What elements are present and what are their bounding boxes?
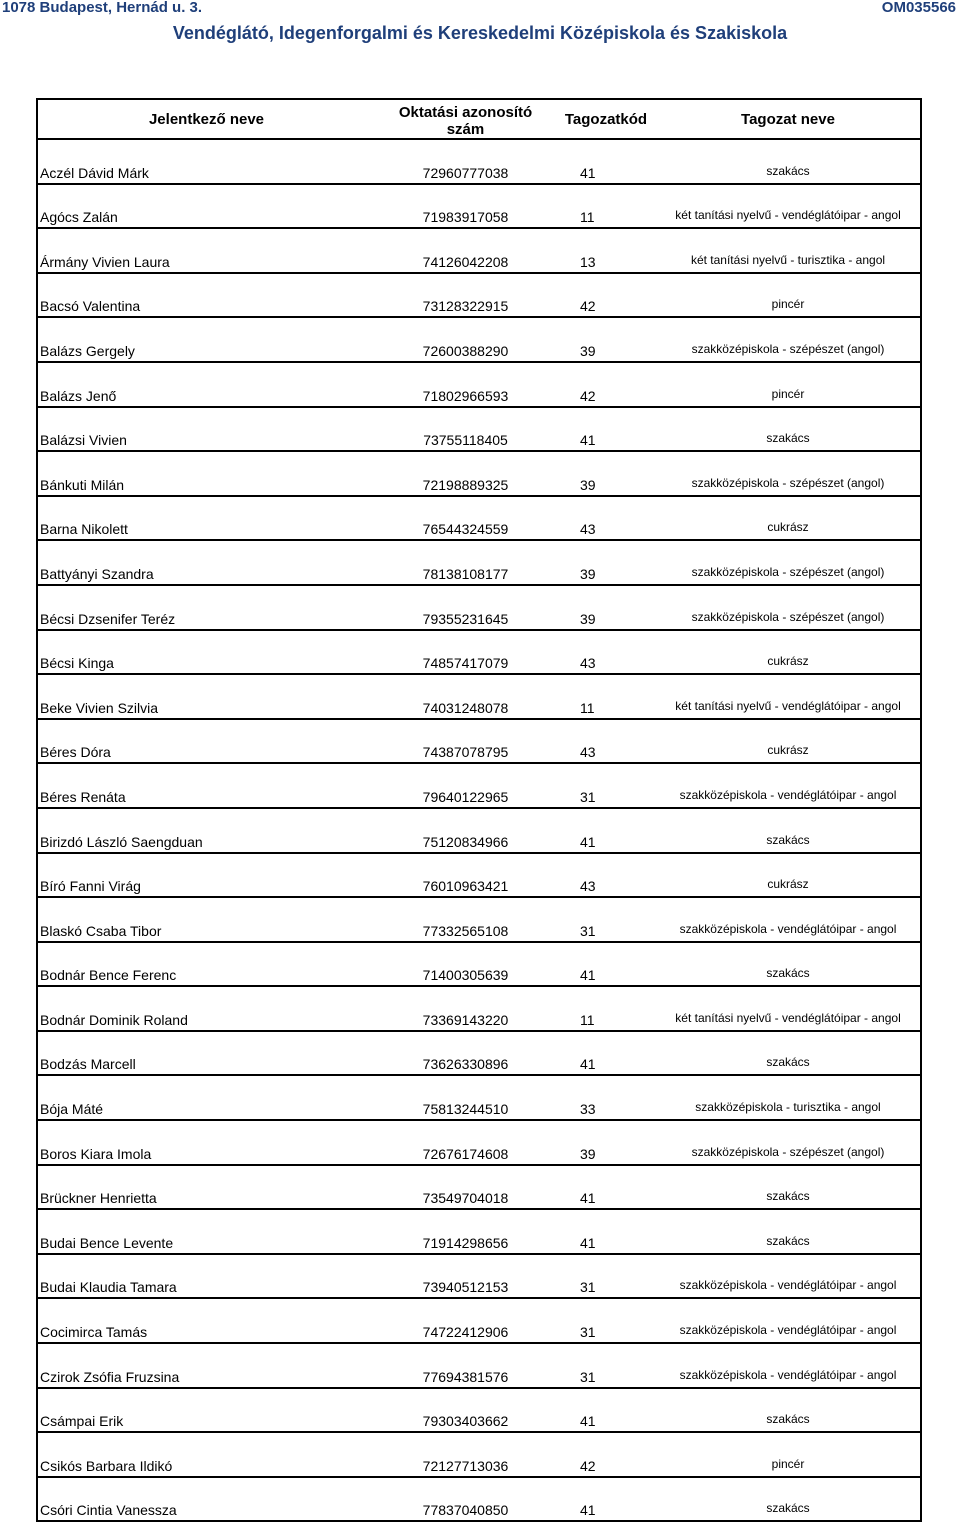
cell-code: 33	[556, 1075, 656, 1120]
om-code: OM035566	[881, 0, 956, 16]
cell-section: szakács	[656, 1209, 921, 1254]
cell-code: 41	[556, 1477, 656, 1522]
table-row	[37, 942, 921, 987]
cell-code: 31	[556, 1254, 656, 1299]
cell-id: 72676174608	[375, 1120, 556, 1165]
cell-name: Budai Bence Levente	[37, 1209, 375, 1254]
cell-id: 74031248078	[375, 674, 556, 719]
cell-section: két tanítási nyelvű - turisztika - angol	[656, 228, 921, 273]
table-row	[37, 1075, 921, 1120]
cell-code: 42	[556, 1432, 656, 1477]
cell-section: szakács	[656, 139, 921, 184]
cell-section: szakközépiskola - szépészet (angol)	[656, 585, 921, 630]
column-header-section: Tagozat neve	[656, 99, 921, 139]
cell-name: Aczél Dávid Márk	[37, 139, 375, 184]
cell-id: 72127713036	[375, 1432, 556, 1477]
cell-section: két tanítási nyelvű - vendéglátóipar - angol	[656, 986, 921, 1031]
cell-code: 41	[556, 1209, 656, 1254]
table-row	[37, 1298, 921, 1343]
cell-id: 75120834966	[375, 808, 556, 853]
cell-id: 72960777038	[375, 139, 556, 184]
cell-code: 41	[556, 1165, 656, 1210]
cell-code: 39	[556, 317, 656, 362]
cell-id: 71914298656	[375, 1209, 556, 1254]
cell-name: Budai Klaudia Tamara	[37, 1254, 375, 1299]
cell-section: szakközépiskola - vendéglátóipar - angol	[656, 897, 921, 942]
cell-id: 74387078795	[375, 719, 556, 764]
table-row	[37, 451, 921, 496]
table-row	[37, 853, 921, 898]
cell-code: 41	[556, 407, 656, 452]
table-row	[37, 407, 921, 452]
cell-section: két tanítási nyelvű - vendéglátóipar - angol	[656, 184, 921, 229]
table-row	[37, 897, 921, 942]
cell-code: 41	[556, 1388, 656, 1433]
table-row	[37, 139, 921, 184]
table-row	[37, 540, 921, 585]
cell-id: 73940512153	[375, 1254, 556, 1299]
table-row	[37, 184, 921, 229]
cell-name: Balázsi Vivien	[37, 407, 375, 452]
cell-name: Birizdó László Saengduan	[37, 808, 375, 853]
table-row	[37, 228, 921, 273]
column-header-id	[375, 99, 556, 139]
cell-code: 11	[556, 674, 656, 719]
cell-id: 73626330896	[375, 1031, 556, 1076]
table-header-row	[37, 99, 921, 139]
cell-id: 73369143220	[375, 986, 556, 1031]
cell-id: 76010963421	[375, 853, 556, 898]
table-row	[37, 362, 921, 407]
cell-code: 43	[556, 719, 656, 764]
cell-name: Bodzás Marcell	[37, 1031, 375, 1076]
cell-name: Bodnár Bence Ferenc	[37, 942, 375, 987]
cell-section: szakács	[656, 1477, 921, 1522]
cell-section: szakközépiskola - vendéglátóipar - angol	[656, 1343, 921, 1388]
cell-code: 11	[556, 184, 656, 229]
table-row	[37, 1209, 921, 1254]
cell-section: szakács	[656, 808, 921, 853]
table-row	[37, 317, 921, 362]
cell-section: szakközépiskola - vendéglátóipar - angol	[656, 763, 921, 808]
cell-section: cukrász	[656, 496, 921, 541]
cell-code: 42	[556, 273, 656, 318]
cell-id: 71400305639	[375, 942, 556, 987]
cell-id: 73128322915	[375, 273, 556, 318]
cell-code: 31	[556, 1343, 656, 1388]
cell-name: Cocimirca Tamás	[37, 1298, 375, 1343]
cell-name: Bója Máté	[37, 1075, 375, 1120]
cell-section: cukrász	[656, 853, 921, 898]
cell-section: pincér	[656, 362, 921, 407]
cell-section: szakközépiskola - vendéglátóipar - angol	[656, 1254, 921, 1299]
cell-code: 39	[556, 451, 656, 496]
cell-section: két tanítási nyelvű - vendéglátóipar - angol	[656, 674, 921, 719]
cell-name: Bodnár Dominik Roland	[37, 986, 375, 1031]
table-row	[37, 1343, 921, 1388]
cell-name: Csámpai Erik	[37, 1388, 375, 1433]
cell-name: Csikós Barbara Ildikó	[37, 1432, 375, 1477]
school-name: Vendéglátó, Idegenforgalmi és Kereskedelmi Középiskola és Szakiskola	[172, 23, 788, 43]
cell-name: Battyányi Szandra	[37, 540, 375, 585]
table-row	[37, 585, 921, 630]
cell-code: 43	[556, 853, 656, 898]
table-row	[37, 1388, 921, 1433]
cell-name: Ármány Vivien Laura	[37, 228, 375, 273]
cell-name: Blaskó Csaba Tibor	[37, 897, 375, 942]
cell-section: szakközépiskola - vendéglátóipar - angol	[656, 1298, 921, 1343]
cell-id: 74126042208	[375, 228, 556, 273]
cell-code: 43	[556, 496, 656, 541]
cell-id: 74857417079	[375, 630, 556, 675]
table-row	[37, 1477, 921, 1522]
cell-code: 39	[556, 540, 656, 585]
cell-code: 31	[556, 897, 656, 942]
cell-name: Béres Renáta	[37, 763, 375, 808]
cell-id: 79355231645	[375, 585, 556, 630]
cell-name: Barna Nikolett	[37, 496, 375, 541]
cell-id: 77837040850	[375, 1477, 556, 1522]
cell-id: 79640122965	[375, 763, 556, 808]
table-row	[37, 630, 921, 675]
school-address: 1078 Budapest, Hernád u. 3.	[2, 0, 203, 16]
cell-section: pincér	[656, 273, 921, 318]
table-row	[37, 1120, 921, 1165]
cell-section: szakközépiskola - turisztika - angol	[656, 1075, 921, 1120]
cell-name: Bacsó Valentina	[37, 273, 375, 318]
cell-section: szakács	[656, 1388, 921, 1433]
cell-section: cukrász	[656, 630, 921, 675]
table-row	[37, 719, 921, 764]
cell-section: szakács	[656, 942, 921, 987]
cell-id: 72198889325	[375, 451, 556, 496]
column-header-code: Tagozatkód	[556, 99, 656, 139]
cell-id: 79303403662	[375, 1388, 556, 1433]
cell-code: 39	[556, 585, 656, 630]
cell-id: 73549704018	[375, 1165, 556, 1210]
table-row	[37, 496, 921, 541]
cell-name: Bánkuti Milán	[37, 451, 375, 496]
cell-name: Beke Vivien Szilvia	[37, 674, 375, 719]
cell-id: 72600388290	[375, 317, 556, 362]
cell-code: 13	[556, 228, 656, 273]
cell-section: szakközépiskola - szépészet (angol)	[656, 1120, 921, 1165]
cell-name: Bécsi Kinga	[37, 630, 375, 675]
cell-code: 41	[556, 808, 656, 853]
cell-code: 41	[556, 139, 656, 184]
cell-section: cukrász	[656, 719, 921, 764]
cell-id: 75813244510	[375, 1075, 556, 1120]
table-row	[37, 1432, 921, 1477]
cell-name: Csóri Cintia Vanessza	[37, 1477, 375, 1522]
cell-name: Czirok Zsófia Fruzsina	[37, 1343, 375, 1388]
cell-code: 43	[556, 630, 656, 675]
table-row	[37, 1165, 921, 1210]
cell-code: 31	[556, 1298, 656, 1343]
table-row	[37, 808, 921, 853]
cell-name: Agócs Zalán	[37, 184, 375, 229]
cell-section: szakács	[656, 407, 921, 452]
cell-section: szakács	[656, 1165, 921, 1210]
cell-id: 71802966593	[375, 362, 556, 407]
cell-section: pincér	[656, 1432, 921, 1477]
column-header-id-line2: szám	[446, 121, 485, 138]
table-row	[37, 1254, 921, 1299]
cell-name: Béres Dóra	[37, 719, 375, 764]
cell-section: szakközépiskola - szépészet (angol)	[656, 451, 921, 496]
table-row	[37, 273, 921, 318]
table-row	[37, 986, 921, 1031]
column-header-id-line1: Oktatási azonosító	[398, 104, 533, 121]
cell-id: 74722412906	[375, 1298, 556, 1343]
cell-id: 78138108177	[375, 540, 556, 585]
cell-name: Bíró Fanni Virág	[37, 853, 375, 898]
cell-id: 73755118405	[375, 407, 556, 452]
cell-section: szakács	[656, 1031, 921, 1076]
cell-section: szakközépiskola - szépészet (angol)	[656, 317, 921, 362]
cell-id: 71983917058	[375, 184, 556, 229]
table-row	[37, 674, 921, 719]
cell-name: Bécsi Dzsenifer Teréz	[37, 585, 375, 630]
cell-name: Balázs Jenő	[37, 362, 375, 407]
cell-name: Brückner Henrietta	[37, 1165, 375, 1210]
cell-id: 76544324559	[375, 496, 556, 541]
cell-id: 77694381576	[375, 1343, 556, 1388]
cell-code: 31	[556, 763, 656, 808]
cell-code: 11	[556, 986, 656, 1031]
cell-section: szakközépiskola - szépészet (angol)	[656, 540, 921, 585]
cell-code: 39	[556, 1120, 656, 1165]
cell-name: Boros Kiara Imola	[37, 1120, 375, 1165]
column-header-name: Jelentkező neve	[37, 99, 375, 139]
cell-code: 41	[556, 942, 656, 987]
cell-name: Balázs Gergely	[37, 317, 375, 362]
cell-code: 41	[556, 1031, 656, 1076]
table-row	[37, 1031, 921, 1076]
cell-id: 77332565108	[375, 897, 556, 942]
table-row	[37, 763, 921, 808]
cell-code: 42	[556, 362, 656, 407]
applicants-table	[36, 98, 922, 1522]
